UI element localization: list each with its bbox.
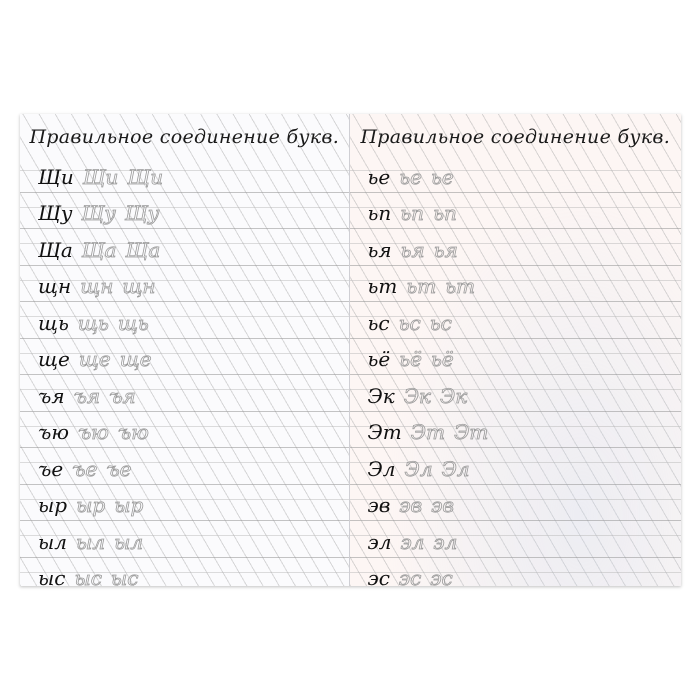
practice-row-cells (368, 384, 468, 408)
trace-letters: ье (399, 164, 422, 189)
trace-letters: ьт (445, 274, 476, 298)
trace-letters: эв (399, 493, 423, 517)
trace-letters: Эл (441, 456, 470, 481)
practice-row-cells (38, 311, 149, 335)
practice-row-cells (368, 201, 457, 225)
model-letters: Эт (367, 420, 402, 444)
trace-letters: ыс (74, 566, 102, 586)
model-letters: ьс (367, 310, 390, 335)
trace-letters: ъя (73, 383, 101, 408)
model-letters: ыс (38, 566, 66, 586)
trace-letters: Щи (127, 164, 164, 189)
trace-letters: ыр (114, 493, 144, 517)
copybook-spread (20, 114, 681, 586)
trace-letters: Эк (403, 383, 431, 408)
right-page-rows (350, 156, 682, 586)
practice-row-cells (38, 201, 159, 225)
trace-letters: Щи (82, 164, 119, 189)
trace-letters: ьп (400, 201, 425, 225)
practice-row-cells (38, 384, 136, 408)
model-letters: эл (367, 529, 392, 554)
practice-row (350, 448, 682, 485)
model-letters: Ща (38, 237, 73, 262)
practice-row-cells (38, 274, 156, 298)
practice-row (20, 558, 349, 587)
model-letters: ьп (367, 201, 392, 225)
model-letters: эв (367, 493, 391, 517)
right-page (350, 114, 682, 586)
model-letters: ья (367, 237, 392, 262)
model-letters: Эл (367, 456, 396, 481)
trace-letters: щe (119, 347, 152, 371)
practice-row-cells (38, 165, 163, 189)
practice-row (20, 521, 349, 558)
practice-row-cells (368, 311, 452, 335)
model-letters: ыр (38, 493, 68, 517)
trace-letters: эл (433, 529, 458, 554)
trace-letters: Эт (410, 420, 446, 444)
model-letters: ъю (38, 420, 69, 444)
trace-letters: ьс (398, 310, 421, 335)
trace-letters: Ща (81, 237, 117, 262)
practice-row-cells (38, 566, 139, 586)
practice-row (350, 485, 682, 522)
practice-row (20, 193, 349, 230)
trace-letters: ъю (117, 420, 149, 444)
practice-row (20, 302, 349, 339)
trace-letters: щн (122, 274, 156, 298)
trace-letters: ыр (76, 493, 106, 517)
practice-row-cells (368, 530, 458, 554)
model-letters: Щи (38, 164, 74, 189)
trace-letters: эс (398, 566, 422, 586)
practice-row (20, 375, 349, 412)
trace-letters: ыс (111, 566, 139, 586)
practice-row (350, 193, 682, 230)
trace-letters: ьп (433, 201, 457, 225)
practice-row-cells (368, 420, 489, 444)
practice-row-cells (38, 457, 132, 481)
trace-letters: ъя (109, 383, 136, 408)
practice-row-cells (38, 493, 143, 517)
model-letters: ъя (38, 383, 65, 408)
trace-letters: щe (78, 347, 111, 371)
practice-row-cells (368, 493, 455, 517)
practice-row (350, 339, 682, 376)
model-letters: щь (38, 310, 69, 335)
practice-row (20, 448, 349, 485)
practice-row-cells (368, 274, 476, 298)
model-letters: щe (38, 347, 70, 371)
practice-row (350, 375, 682, 412)
trace-letters: эс (430, 566, 453, 586)
trace-letters: ъю (77, 420, 109, 444)
model-letters: щн (38, 274, 72, 298)
practice-row (20, 229, 349, 266)
trace-letters: Эл (404, 456, 433, 481)
trace-letters: ья (400, 237, 425, 262)
practice-row (350, 558, 682, 587)
trace-letters: щь (77, 310, 109, 335)
practice-row (20, 485, 349, 522)
left-page (20, 114, 350, 586)
practice-row-cells (368, 165, 454, 189)
practice-row-cells (368, 457, 470, 481)
practice-row (20, 412, 349, 449)
model-letters: Эк (367, 383, 395, 408)
trace-letters: ье (430, 164, 454, 189)
trace-letters: Щу (81, 201, 116, 225)
trace-letters: ъе (72, 456, 98, 481)
left-page-title: Правильное соединение букв. (29, 126, 340, 148)
practice-row (350, 302, 682, 339)
practice-row (350, 229, 682, 266)
model-letters: ьё (367, 347, 391, 371)
trace-letters: Ща (125, 237, 161, 262)
model-letters: ьт (367, 274, 398, 298)
trace-letters: ыл (76, 529, 106, 554)
practice-row (20, 339, 349, 376)
trace-letters: щн (80, 274, 114, 298)
trace-letters: Эк (440, 383, 468, 408)
practice-row-cells (38, 420, 149, 444)
trace-letters: ьс (429, 310, 452, 335)
model-letters: эс (367, 566, 390, 586)
practice-row-cells (368, 347, 454, 371)
practice-row-cells (38, 530, 143, 554)
practice-row (350, 521, 682, 558)
practice-row (20, 266, 349, 303)
trace-letters: ьт (406, 274, 437, 298)
trace-letters: ьё (430, 347, 454, 371)
practice-row (350, 412, 682, 449)
trace-letters: эв (431, 493, 455, 517)
practice-row-cells (38, 238, 160, 262)
model-letters: ыл (38, 529, 68, 554)
model-letters: ъе (38, 456, 64, 481)
trace-letters: Щу (124, 201, 160, 225)
trace-letters: ьё (399, 347, 422, 371)
left-page-rows (20, 156, 349, 586)
practice-row-cells (38, 347, 152, 371)
practice-row-cells (368, 566, 453, 586)
practice-row (20, 156, 349, 193)
trace-letters: ыл (114, 529, 144, 554)
model-letters: ье (367, 164, 391, 189)
model-letters: Щу (38, 201, 73, 225)
right-page-title: Правильное соединение букв. (360, 126, 671, 148)
practice-row-cells (368, 238, 458, 262)
trace-letters: ъе (106, 456, 132, 481)
practice-row (350, 156, 682, 193)
trace-letters: щь (117, 310, 149, 335)
practice-row (350, 266, 682, 303)
trace-letters: эл (400, 529, 425, 554)
trace-letters: ья (433, 237, 458, 262)
trace-letters: Эт (454, 420, 489, 444)
